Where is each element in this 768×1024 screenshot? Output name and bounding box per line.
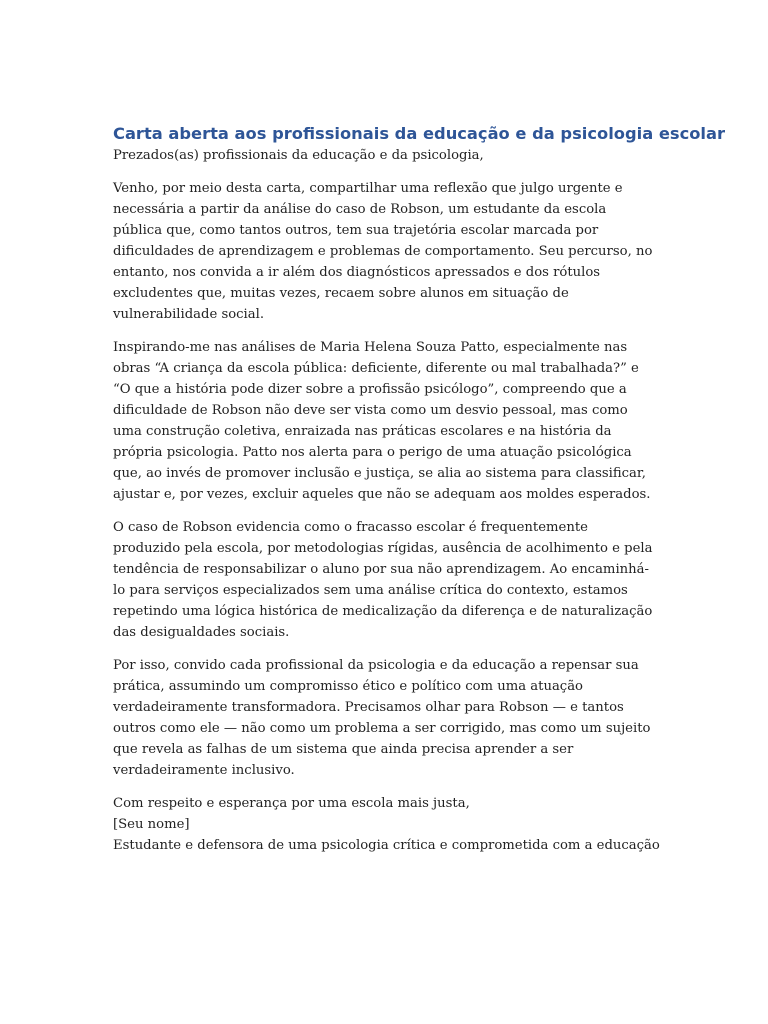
paragraph-2: Inspirando-me nas análises de Maria Helena Souza Patto, especialmente nas obras “A criança da escola pública: deficiente, diferente ou mal trabalhada?” e “O que a história pode dizer sobre a profissão psicólogo”, compreendo que a dificuldade de Robson não deve ser vista como um desvio pessoal, mas como uma construção coletiva, enraizada nas práticas escolares e na história da própria psicologia. Patto nos alerta para o perigo de uma atuação psicológica que, ao invés de promover inclusão e justiça, se alia ao sistema para classificar, ajustar e, por vezes, excluir aqueles que não se adequam aos moldes esperados. [113, 340, 651, 502]
salutation: Prezados(as) profissionais da educação e da psicologia, [113, 148, 484, 163]
paragraph-4: Por isso, convido cada profissional da psicologia e da educação a repensar sua prática, assumindo um compromisso ético e político com uma atuação verdadeiramente transformadora. Precisamos olhar para Robson — e tantos outros como ele — não como um problema a ser corrigido, mas como um sujeito que revela as falhas de um sistema que ainda precisa aprender a ser verdadeiramente inclusivo. [113, 658, 651, 778]
document-title: Carta aberta aos profissionais da educação e da psicologia escolar [113, 124, 726, 143]
author-signature: Estudante e defensora de uma psicologia crítica e comprometida com a educação [113, 838, 660, 853]
letter-page [113, 123, 726, 856]
author-name: [Seu nome] [113, 817, 190, 832]
paragraph-3: O caso de Robson evidencia como o fracasso escolar é frequentemente produzido pela escola, por metodologias rígidas, ausência de acolhimento e pela tendência de responsabilizar o aluno por sua não aprendizagem. Ao encaminhá-lo para serviços especializados sem uma análise crítica do contexto, estamos repetindo uma lógica histórica de medicalização da diferença e de naturalização das desigualdades sociais. [113, 520, 653, 640]
closing-block [113, 793, 658, 856]
paragraph-1: Venho, por meio desta carta, compartilhar uma reflexão que julgo urgente e necessária a partir da análise do caso de Robson, um estudante da escola pública que, como tantos outros, tem sua trajetória escolar marcada por dificuldades de aprendizagem e problemas de comportamento. Seu percurso, no entanto, nos convida a ir além dos diagnósticos apressados e dos rótulos excludentes que, muitas vezes, recaem sobre alunos em situação de vulnerabilidade social. [113, 181, 653, 322]
closing-line: Com respeito e esperança por uma escola mais justa, [113, 796, 470, 811]
